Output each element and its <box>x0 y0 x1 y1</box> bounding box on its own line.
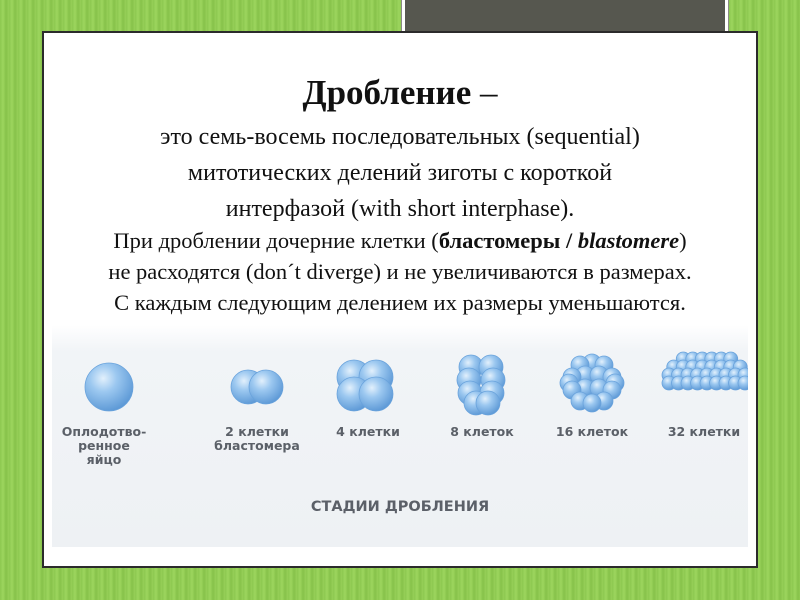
definition-line-3: интерфазой (with short interphase). <box>225 196 575 222</box>
figure-caption: СТАДИИ ДРОБЛЕНИЯ <box>310 499 490 515</box>
blastomere-text-c: ) <box>679 228 687 253</box>
blastomere-term-en: blastomere <box>577 228 680 253</box>
title-line <box>44 73 756 113</box>
definition-line-2: митотических делений зиготы с короткой <box>187 160 613 186</box>
stage-label-2-cells: 2 клетки бластомера <box>214 424 300 453</box>
blastomere-cell <box>249 370 283 404</box>
stage-label-8-cells: 8 клеток <box>450 424 514 439</box>
blastomere-cell <box>85 363 133 411</box>
blastomere-cell <box>476 391 500 415</box>
embryo-stage-32 <box>662 352 748 390</box>
embryo-stage-2 <box>231 370 283 404</box>
blastomere-paragraph <box>44 225 756 318</box>
embryo-stage-1 <box>85 363 133 411</box>
embryo-stage-16 <box>560 354 624 412</box>
stage-label-32-cells: 32 клетки <box>667 424 741 439</box>
stage-label-16-cells: 16 клеток <box>555 424 629 439</box>
cleavage-stages-figure <box>52 325 748 547</box>
slide <box>42 31 758 568</box>
blastomere-line-1 <box>44 225 756 256</box>
embryo-stage-8 <box>457 355 505 415</box>
title-dash: – <box>471 73 498 112</box>
embryo-stage-4 <box>337 360 393 411</box>
stage-label-zygote: Оплодотво- ренное яйцо <box>61 424 147 467</box>
blastomere-text-a: При дроблении дочерние клетки ( <box>113 228 439 253</box>
blastomere-cell <box>583 394 601 412</box>
slide-title: Дробление <box>302 73 472 112</box>
definition-paragraph <box>44 119 756 227</box>
blastomere-term-ru: бластомеры / <box>438 228 578 253</box>
blastomere-line-3: С каждым следующим делением их размеры уменьшаются. <box>114 290 686 315</box>
stage-label-4-cells: 4 клетки <box>336 424 400 439</box>
blastomere-cell <box>359 377 393 411</box>
blastomere-cell <box>738 376 748 390</box>
blastomere-line-2: не расходятся (don´t diverge) и не увеличиваются в размерах. <box>108 259 692 284</box>
definition-line-1: это семь-восемь последовательных (sequential) <box>160 124 640 150</box>
